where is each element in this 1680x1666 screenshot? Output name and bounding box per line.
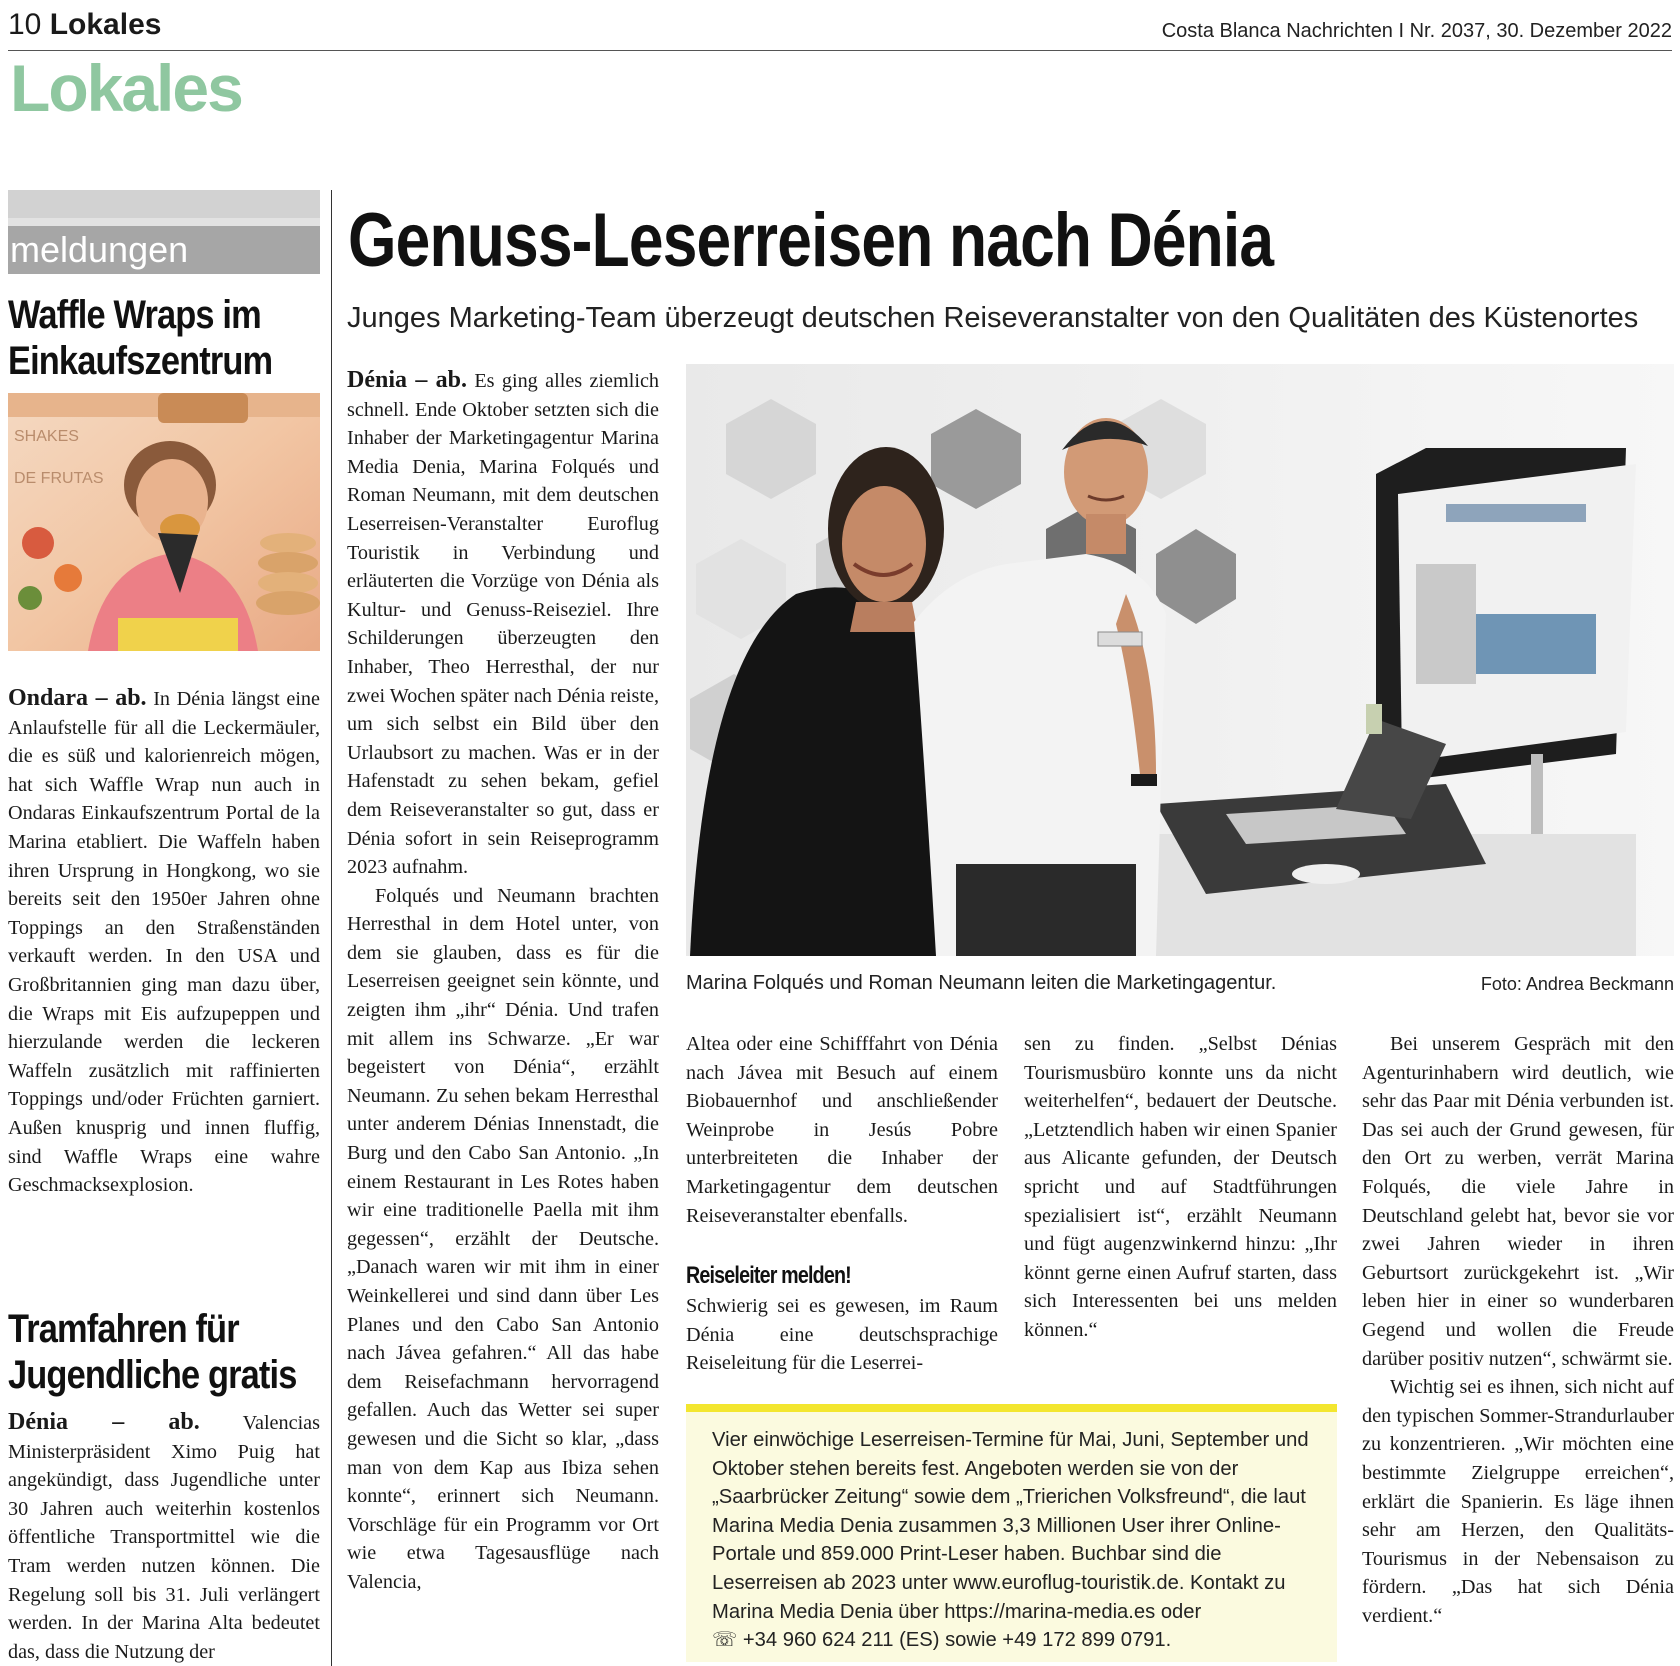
article-paragraph-1: [347, 366, 659, 882]
brief1-headline-line2: Einkaufszentrum: [8, 339, 273, 383]
article-column-2: Altea oder eine Schifffahrt von Dénia nach Jávea mit Besuch auf einem Biobauernhof und anschließender Weinprobe in Jesús Pobre unterbreiteten die Inhaber der Marketingagentur dem deutschen Reiseveranstalter ebenfalls.: [686, 1033, 998, 1227]
article-column-4-p1: Bei unserem Gespräch mit den Agenturinhabern wird deutlich, wie sehr das Paar mit Dénia verbunden ist. Das sei auch der Grund gewesen, für den Ort zu werben, verrät Marina Folqués, die viele Jahre in Deutschland gelebt hat, bevor sie vor zwei Jahren wieder in ihren Geburtsort zurückgekehrt ist. „Wir leben hier in einer so wunderbaren Gegend und wollen die Freude darüber positiv nutzen“, schwärmt sie.: [1362, 1033, 1674, 1370]
article-headline: Genuss-Leserreisen nach Dénia: [348, 198, 1274, 283]
brief2-headline: [8, 1306, 296, 1398]
meldungen-bar: [8, 190, 320, 218]
brief1-text: [8, 684, 320, 1200]
article-dateline: Dénia – ab.: [347, 367, 467, 393]
article-column-1: [347, 366, 659, 1597]
svg-text:DE FRUTAS: DE FRUTAS: [14, 470, 104, 487]
page-number-value: 10: [8, 8, 42, 41]
article-paragraph-2: Folqués und Neumann brachten Herresthal in dem Hotel unter, von dem sie glauben, dass es für die Leserreisen geeignet sein könnte, und zeigten ihm „ihr“ Dénia. Und trafen mit allem ins Schwarze. „Er war begeistert von Dénia“, erzählt Neumann. Zu sehen bekam Herresthal unter anderem Dénias Innenstadt, die Burg und den Cabo San Antonio. „In einem Restaurant in Les Rotes haben wir eine traditionelle Paella mit ihm gegessen“, erzählt der Deutsche. „Danach waren wir mit ihm in einer Weinkellerei und sind dann über Les Planes und den Cabo San Antonio nach Jávea gefahren.“ All das habe dem Reisefachmann hervorragend gefallen. Auch das Wetter sei super gewesen und die Sicht so klar, „dass man von dem Kap aus Ibiza sehen konnte“, erinnert sich Neumann. Vorschläge für ein Programm vor Ort wie etwa Tagesausflüge nach Valencia,: [347, 884, 659, 1593]
section-title: Lokales: [10, 51, 242, 125]
publication-line: Costa Blanca Nachrichten I Nr. 2037, 30. Dezember 2022: [1161, 20, 1672, 42]
brief1-dateline: Ondara – ab.: [8, 685, 147, 711]
info-box-body: Vier einwöchige Leserreisen-Termine für Mai, Juni, September und Oktober stehen bereits fest. Angeboten werden sie von der „Saarbrücker Zeitung“ sowie dem „Trierichen Volksfreund“, die laut Marina Media Denia zusammen 3,3 Millionen User ihrer Online-Portale und 859.000 Print-Leser haben. Buchbar sind die Leserreisen ab 2023 unter www.euroflug-touristik.de. Kontakt zu Marina Media Denia über https://marina-media.es oder: [712, 1429, 1309, 1623]
photo-caption: Marina Folqués und Roman Neumann leiten die Marketingagentur.: [686, 972, 1277, 994]
article-column-3: sen zu finden. „Selbst Dénias Tourismusbüro konnte uns da nicht weiterhelfen“, bedauert der Deutsche. „Letztendlich haben wir einen Spanier aus Alicante gefunden, der Deutsch spricht und auf Stadtführungen spezialisiert ist“, erzählt Neumann und fügt augenzwinkernd hinzu: „Ihr könnt gerne einen Aufruf starten, dass sich Interessenten bei uns melden können.“: [1024, 1033, 1337, 1341]
article-photo: [686, 364, 1674, 956]
article-photo-image: [686, 364, 1674, 956]
column-divider: [331, 190, 332, 1666]
brief1-headline-line1: Waffle Wraps im: [8, 293, 261, 337]
brief2-dateline: Dénia – ab.: [8, 1409, 200, 1435]
article-subheading: Reiseleiter melden!: [686, 1262, 851, 1289]
page-number: [8, 8, 161, 42]
info-box: [686, 1404, 1337, 1662]
waffle-photo: [8, 393, 320, 651]
info-box-phone: +34 960 624 211 (ES) sowie +49 172 899 0791.: [737, 1629, 1172, 1652]
brief2-body: Valencias Ministerpräsident Ximo Puig hat angekündigt, dass Jugendliche unter 30 Jahren auch weiterhin kostenlos öffentliche Transportmittel wie die Tram werden nutzen können. Die Regelung soll bis 31. Juli verlängert werden. In der Marina Alta bedeutet das, dass die Nutzung der: [8, 1412, 320, 1663]
meldungen-label: meldungen: [8, 226, 320, 274]
brief2-headline-line2: Jugendliche gratis: [8, 1353, 297, 1397]
article-subtitle: Junges Marketing-Team überzeugt deutschen Reiseveranstalter von den Qualitäten des Küstenortes: [347, 302, 1639, 334]
brief1-headline: [8, 292, 272, 384]
svg-text:SHAKES: SHAKES: [14, 428, 79, 445]
brief2-headline-line1: Tramfahren für: [8, 1307, 239, 1351]
info-box-text: [712, 1426, 1312, 1655]
page-header: [8, 4, 1672, 51]
phone-icon: ☏: [712, 1629, 738, 1652]
brief2-text: [8, 1408, 320, 1666]
article-p1-text: Es ging alles ziemlich schnell. Ende Oktober setzten sich die Inhaber der Marketingagentur Marina Media Denia, Marina Folqués und Roman Neumann, mit dem deutschen Leserreisen-Veranstalter Euroflug Touristik in Verbindung und erläuterten die Vorzüge von Dénia als Kultur- und Genuss-Reiseziel. Ihre Schilderungen überzeugten den Inhaber, Theo Herresthal, der nur zwei Wochen später nach Dénia reiste, um sich selbst ein Bild über den Urlaubsort zu machen. Was er in der Hafenstadt zu sehen bekam, gefiel dem Reiseveranstalter so gut, dass er Dénia sofort in sein Reiseprogramm 2023 aufnahm.: [347, 370, 659, 879]
article-column-2-continued: Schwierig sei es gewesen, im Raum Dénia eine deutschsprachige Reiseleitung für die Leserrei-: [686, 1295, 998, 1375]
page-section-label: Lokales: [49, 8, 162, 41]
waffle-photo-image: [8, 393, 320, 651]
photo-credit: Foto: Andrea Beckmann: [1480, 974, 1674, 994]
article-column-4-p2: Wichtig sei es ihnen, sich nicht auf den typischen Sommer-Strandurlauber zu konzentrieren. „Wir möchten eine bestimmte Zielgruppe erreichen“, erklärt die Spanierin. Es läge ihnen sehr am Herzen, den Qualitäts-Tourismus in der Nebensaison zu fördern. „Das hat sich Dénia verdient.“: [1362, 1376, 1674, 1627]
brief1-body: In Dénia längst eine Anlaufstelle für all die Leckermäuler, die es süß und kalorienreich mögen, hat sich Waffle Wrap nun auch in Ondaras Einkaufszentrum Portal de la Marina etabliert. Die Waffeln haben ihren Ursprung in Hongkong, wo sie bereits seit den 1950er Jahren ohne Toppings an den Straßenständen verkauft werden. In den USA und Großbritannien ging man dazu über, die Wraps mit Eis aufzupeppen und hierzulande werden die leckeren Waffeln zusätzlich mit raffinierten Toppings und/oder Früchten garniert. Außen knusprig und innen fluffig, sind Waffle Wraps eine wahre Geschmacksexplosion.: [8, 688, 320, 1197]
article-column-4: [1362, 1030, 1674, 1630]
